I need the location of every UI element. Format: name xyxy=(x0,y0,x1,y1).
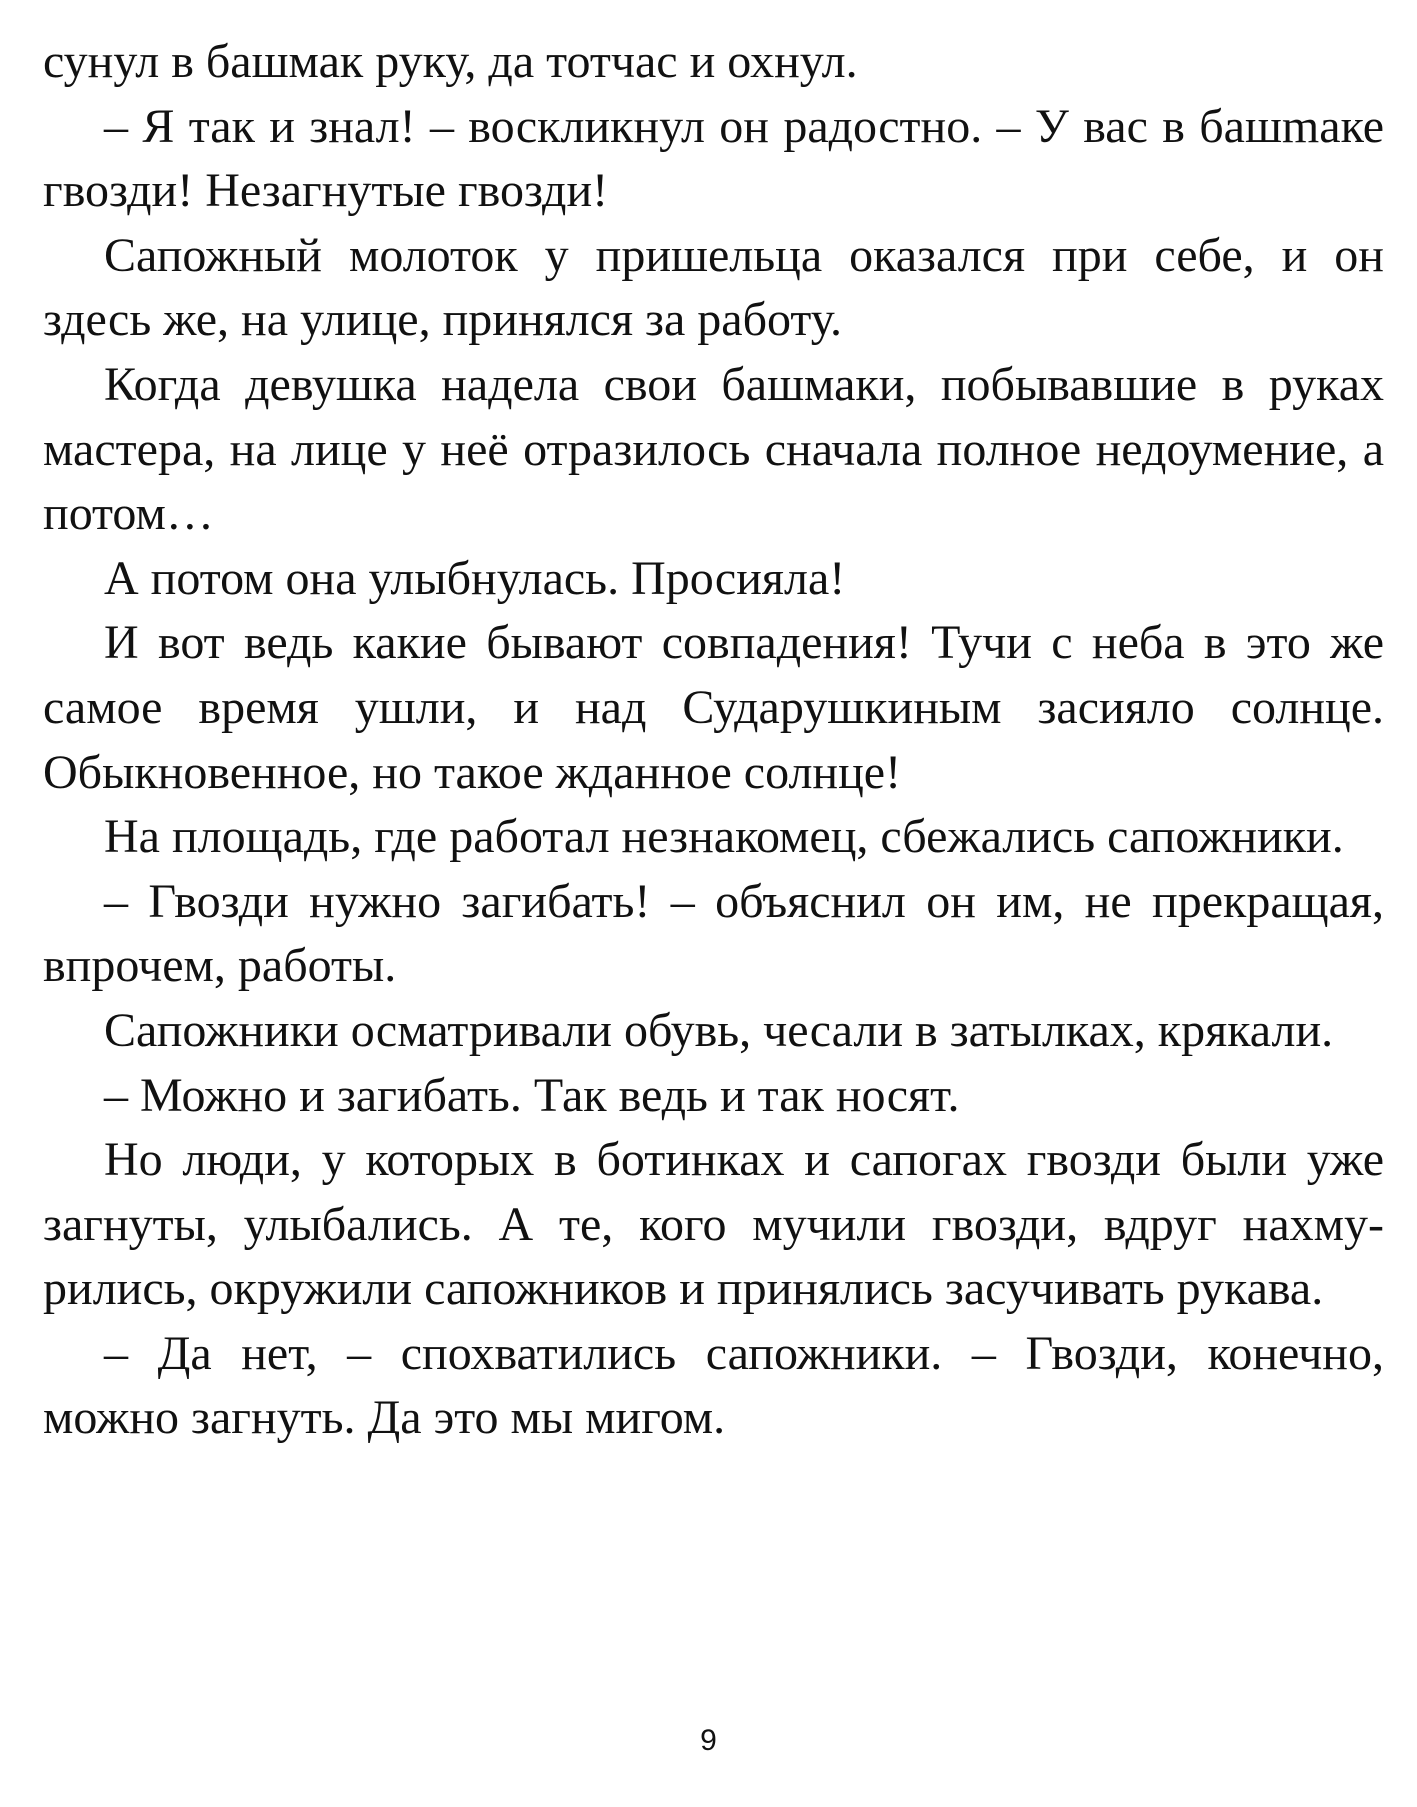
paragraph: – Можно и загибать. Так ведь и так носят. xyxy=(104,1068,960,1122)
page-number: 9 xyxy=(700,1724,717,1757)
paragraph: – Гвозди нужно загибать! – объяснил он им, не прекращая, впрочем, работы. xyxy=(43,874,1384,993)
paragraph: – Я так и знал! – воскликнул он радостно. – У вас в башmаке гвозди! Незагнутые гвозди! xyxy=(43,99,1384,218)
book-page-text xyxy=(43,30,1384,1451)
paragraph: А потом она улыбнулась. Просияла! xyxy=(104,551,846,605)
paragraph-continuation: сунул в башмак руку, да тотчас и охнул. xyxy=(43,35,858,88)
paragraph: Но люди, у которых в ботинках и сапогах гвозди были уже загнуты, улыбались. А те, кого мучили гвозди, вдруг нахмурились, окружили сапожников и принялись засучивать рукава. xyxy=(43,1133,1384,1316)
paragraph: Сапожный молоток у пришельца оказался при себе, и он здесь же, на улице, принялся за работу. xyxy=(43,228,1384,347)
paragraph: На площадь, где работал незнакомец, сбежались сапожники. xyxy=(104,810,1344,864)
paragraph: – Да нет, – спохватились сапожники. – Гвозди, конечно, можно загнуть. Да это мы мигом. xyxy=(43,1326,1384,1445)
paragraph: И вот ведь какие бывают совпадения! Тучи с неба в это же самое время ушли, и над Сударушкиным засияло солнце. Обыкновенное, но такое жданное солнце! xyxy=(43,616,1384,799)
paragraph: Сапожники осматривали обувь, чесали в затылках, крякали. xyxy=(104,1003,1334,1057)
paragraph: Когда девушка надела свои башмаки, побывавшие в руках мастера, на лице у неё отразилось сначала полное недоумение, а потом… xyxy=(43,357,1384,541)
